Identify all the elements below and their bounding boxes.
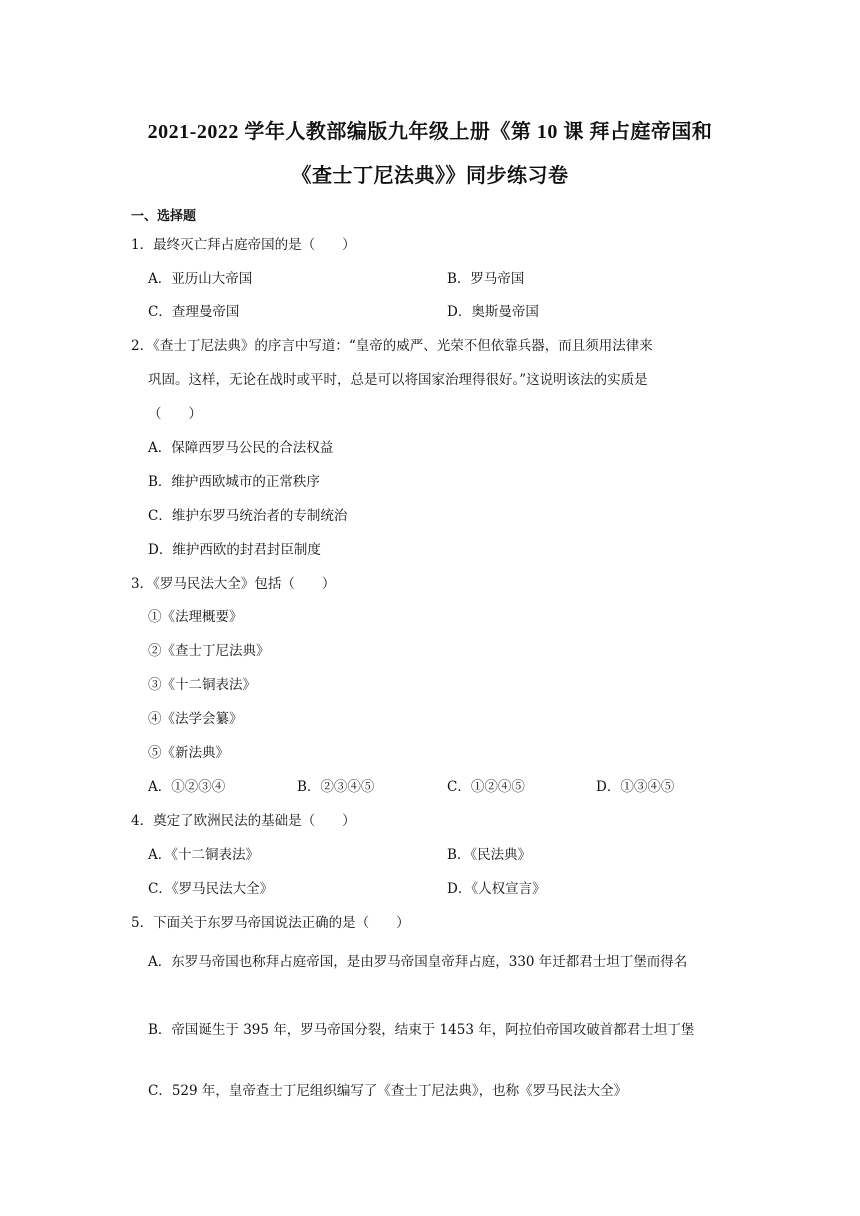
question-3-item-1: ①《法理概要》 (148, 609, 243, 625)
question-3-option-b: B．②③④⑤ (297, 779, 375, 795)
question-5-option-c: C．529 年，皇帝查士丁尼组织编写了《查士丁尼法典》，也称《罗马民法大全》 (148, 1083, 628, 1099)
question-2-option-c: C．维护东罗马统治者的专制统治 (148, 508, 348, 524)
question-2-option-b: B．维护西欧城市的正常秩序 (148, 474, 320, 490)
question-4-option-b: B．《民法典》 (447, 847, 532, 863)
question-3-item-5: ⑤《新法典》 (148, 745, 229, 761)
question-1-option-d: D．奥斯曼帝国 (447, 304, 539, 320)
question-4-option-d: D．《人权宣言》 (447, 881, 546, 897)
question-2-stem-line-3: （ ） (148, 406, 202, 422)
question-1-option-a: A．亚历山大帝国 (148, 271, 253, 287)
question-4-option-c: C．《罗马民法大全》 (148, 881, 274, 897)
question-1-stem: 1．最终灭亡拜占庭帝国的是（ ） (131, 237, 356, 253)
question-2-option-a: A．保障西罗马公民的合法权益 (148, 440, 334, 456)
question-3-item-2: ②《查士丁尼法典》 (148, 643, 270, 659)
question-3-stem: 3．《罗马民法大全》包括（ ） (131, 576, 336, 592)
question-4-stem: 4．奠定了欧洲民法的基础是（ ） (131, 813, 356, 829)
question-5-stem: 5．下面关于东罗马帝国说法正确的是（ ） (131, 915, 410, 931)
question-4-option-a: A．《十二铜表法》 (148, 847, 259, 863)
question-5-option-a: A．东罗马帝国也称拜占庭帝国，是由罗马帝国皇帝拜占庭，330 年迁都君士坦丁堡而得名 (148, 954, 688, 970)
question-3-item-4: ④《法学会纂》 (148, 711, 243, 727)
question-2-stem-line-1: 2．《查士丁尼法典》的序言中写道：“皇帝的威严、光荣不但依靠兵器，而且须用法律来 (131, 338, 653, 354)
document-title-line-1: 2021-2022 学年人教部编版九年级上册《第 10 课 拜占庭帝国和 (147, 121, 713, 143)
question-3-item-3: ③《十二铜表法》 (148, 677, 256, 693)
question-3-option-a: A．①②③④ (148, 779, 226, 795)
question-1-option-c: C．查理曼帝国 (148, 304, 240, 320)
question-3-option-d: D．①③④⑤ (596, 779, 675, 795)
question-5-option-b: B．帝国诞生于 395 年，罗马帝国分裂，结束于 1453 年，阿拉伯帝国攻破首都君士坦丁堡 (148, 1022, 695, 1038)
question-3-option-c: C．①②④⑤ (447, 779, 525, 795)
document-title-line-2: 《查士丁尼法典》》同步练习卷 (291, 165, 569, 187)
question-1-option-b: B．罗马帝国 (447, 271, 525, 287)
question-2-stem-line-2: 巩固。这样，无论在战时或平时，总是可以将国家治理得很好。”这说明该法的实质是 (148, 372, 648, 388)
question-2-option-d: D．维护西欧的封君封臣制度 (148, 542, 321, 558)
section-heading: 一、选择题 (131, 209, 197, 224)
